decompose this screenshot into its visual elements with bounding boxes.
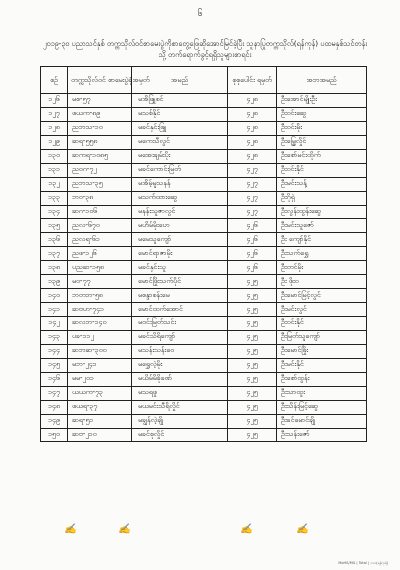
row-number: ၁၂၈ (41, 121, 68, 135)
total-score: ၄၂၇ (228, 191, 277, 205)
father-name: ဦးမြတ်သူကျော် (277, 330, 367, 344)
row-number: ၁၃၇ (41, 247, 68, 261)
exam-seat-number: ဆရ-၅၁ (68, 414, 132, 428)
exam-seat-number: ဆဗ-၂၁၀ (68, 428, 132, 442)
table-row (41, 330, 367, 344)
father-name: ဦးသိန်းမြင့်ဆွေ (277, 400, 367, 414)
row-number: ၁၃၀ (41, 149, 68, 163)
page-number: ၆ (197, 9, 203, 19)
total-score: ၄၂၅ (228, 289, 277, 303)
student-name: မဟိမ်မိုးဟေ (132, 219, 228, 233)
row-number: ၁၃၁ (41, 163, 68, 177)
student-name: မဝင်းမြတ်သင်း (132, 317, 228, 331)
student-name: မရွှေလဲ့မိုး (132, 358, 228, 372)
total-score: ၄၂၅ (228, 414, 277, 428)
exam-seat-number: ဖယက-၈၉ (68, 107, 132, 121)
total-score: ၄၂၅ (228, 358, 277, 372)
total-score: ၄၂၈ (228, 94, 277, 108)
student-name: မခင်နှင်းသူ (132, 261, 228, 275)
table-row (41, 303, 367, 317)
exam-seat-number: ပညဆ-၁၅၈ (68, 261, 132, 275)
father-name: ဦးစော်မင်းထိုက် (277, 149, 367, 163)
row-number: ၁၅၀ (41, 428, 68, 442)
row-number: ၁၃၉ (41, 275, 68, 289)
exam-seat-number: ညလရ-၆၁ (68, 233, 132, 247)
exam-seat-number: ဘတဘ-၅၈ (68, 289, 132, 303)
column-header: စဉ် (41, 67, 68, 94)
row-number: ၁၂၇ (41, 107, 68, 121)
row-number: ၁၄၁ (41, 303, 68, 317)
student-name: မခင်စုလှိုင် (132, 428, 228, 442)
father-name: ဦးသက်ရွှေ (277, 247, 367, 261)
father-name: ဦးဝင်းနိုင် (277, 163, 367, 177)
table-row (41, 428, 367, 442)
student-name: မမေသူကျော် (132, 233, 228, 247)
father-name: ဦးအောင်မျိုးဦး (277, 94, 367, 108)
table-row (41, 414, 367, 428)
total-score: ၄၂၅ (228, 317, 277, 331)
total-score: ၄၂၅ (228, 428, 277, 442)
father-name: ဦးစော်ထွန်း (277, 372, 367, 386)
column-header: တက္ကသိုလ်ဝင် စာမေးပွဲခုံအမှတ် (68, 67, 132, 94)
student-name: မခင်ကောင်းမြတ် (132, 163, 228, 177)
student-name: မောင်ဖြိုးသက်ပိုင် (132, 275, 228, 289)
father-name: ဦးမင်းသူဇော် (277, 219, 367, 233)
row-number: ၁၄၉ (41, 414, 68, 428)
exam-seat-number: ညလ-၆၇၀ (68, 219, 132, 233)
table-row (41, 177, 367, 191)
column-header: အဘအမည် (277, 67, 367, 94)
father-name: ဦး ဖိုးဝ (277, 275, 367, 289)
total-score: ၄၂၇ (228, 177, 277, 191)
total-score: ၄၂၅ (228, 344, 277, 358)
exam-seat-number: ညဝဂ-၇၂ (68, 163, 132, 177)
student-name: မခင်သိရိကျော် (132, 330, 228, 344)
exam-seat-number: မဝ-၇၇ (68, 275, 132, 289)
father-name: ဦးမင်းသန့် (277, 177, 367, 191)
row-number: ၁၄၀ (41, 289, 68, 303)
total-score: ၄၂၈ (228, 121, 277, 135)
table-row (41, 149, 367, 163)
table-row (41, 275, 367, 289)
student-name: မအိဖြူစင် (132, 94, 228, 108)
total-score: ၄၂၆ (228, 261, 277, 275)
table-row (41, 317, 367, 331)
table-row (41, 107, 367, 121)
exam-seat-number: ဆဂ-၁၀၆ (68, 205, 132, 219)
father-name: ဦးတင်မိုး (277, 261, 367, 275)
exam-seat-number: ယယက-၇၃ (68, 386, 132, 400)
row-number: ၁၃၃ (41, 191, 68, 205)
total-score: ၄၂၅ (228, 330, 277, 344)
total-score: ၄၂၅ (228, 400, 277, 414)
row-number: ၁၄၈ (41, 400, 68, 414)
table-row (41, 261, 367, 275)
table-row (41, 135, 367, 149)
row-number: ၁၃၈ (41, 261, 68, 275)
exam-seat-number: ဆကရ-၁၀၈၅ (68, 149, 132, 163)
total-score: ၄၂၅ (228, 386, 277, 400)
student-name: မောင်ရာဇာမိုး (132, 247, 228, 261)
student-name: မအေးချမ်းပိုး (132, 149, 228, 163)
total-score: ၄၂၅ (228, 372, 277, 386)
exam-seat-number: မမ-၂၀၁ (68, 372, 132, 386)
exam-seat-number: ညဘသ-၃၅ (68, 177, 132, 191)
row-number: ၁၃၆ (41, 233, 68, 247)
father-name: ဦးခင်မောင်ချို (277, 414, 367, 428)
father-name: ဦးဝင်းမိုး (277, 121, 367, 135)
exam-seat-number: ညဘသ-၁၀ (68, 121, 132, 135)
signature-3: ✍ (240, 524, 253, 535)
exam-seat-number: ဘဝ-၃၈ (68, 191, 132, 205)
student-name: မအိမ့်မူသနန် (132, 177, 228, 191)
father-name: ဦးဂိုရှဲ (277, 191, 367, 205)
exam-seat-number: ဆဗဟ-၇၄၁ (68, 303, 132, 317)
father-name: ဦးဝင်းဆွေ (277, 107, 367, 121)
student-name: မောင်ထက်အောင် (132, 303, 228, 317)
father-name: ဦးမင်းနိုင် (277, 358, 367, 372)
table-row (41, 94, 367, 108)
student-name: မကေသီလွင် (132, 135, 228, 149)
father-name: ဦးမြွှေလှိုင် (277, 135, 367, 149)
total-score: ၄၂၇ (228, 205, 277, 219)
signature-2: ✍ (118, 524, 131, 535)
row-number: ၁၂၆ (41, 94, 68, 108)
total-score: ၄၂၅ (228, 275, 277, 289)
table-row (41, 247, 367, 261)
father-name: ဦးမောင်ဖြိုး (277, 344, 367, 358)
table-row (41, 121, 367, 135)
table-row (41, 400, 367, 414)
document-title: ၂၀၁၉-၃၀ ပညာသင်နှစ် တက္ကသိုလ်ဝင်စာမေးပွဲကိုစာတွေ့ဖြေဆိုအောင်မြင်ခဲ့ပြီး သူနာပြုတက္ကသိုလ်(ရန်ကုန်) ပထမနှစ်သင်တန်းသို့ တက်ရောက်ခွင့်ရရှိသူများစာရင်း (42, 39, 368, 59)
total-score: ၄၂၇ (228, 163, 277, 177)
table-row (41, 191, 367, 205)
row-number: ၁၄၇ (41, 386, 68, 400)
table-row (41, 344, 367, 358)
table-header-row (41, 67, 367, 94)
table-row (41, 372, 367, 386)
row-number: ၁၄၅ (41, 358, 68, 372)
row-number: ၁၃၂ (41, 177, 68, 191)
exam-seat-number: ဖယရ-၃၇ (68, 400, 132, 414)
table-row (41, 358, 367, 372)
exam-seat-number: ဆဘဆ-၃၀၀ (68, 344, 132, 358)
row-number: ၁၂၉ (41, 135, 68, 149)
exam-seat-number: ပခ-၁၁၂ (68, 330, 132, 344)
table-row (41, 219, 367, 233)
student-name: မချွန်လဲ့ချို (132, 414, 228, 428)
father-name: ဦးဝင်းနိုင် (277, 317, 367, 331)
student-name: မယမင်းသီရိလှိုင် (132, 400, 228, 414)
total-score: ၄၂၈ (228, 107, 277, 121)
signature-4: ✍ (296, 524, 309, 535)
father-name: ဦးမောင်မြင့်လွင် (277, 289, 367, 303)
student-name: မသန်းသန်းဝေ (132, 344, 228, 358)
table-row (41, 163, 367, 177)
father-name: ဦးမင်းလွင် (277, 303, 367, 317)
father-name: ဦးသန်းဇော် (277, 428, 367, 442)
row-number: ၁၄၆ (41, 372, 68, 386)
table-row (41, 205, 367, 219)
signature-1: ✍ (64, 524, 77, 535)
father-name: ဦး ကျော်နိုင် (277, 233, 367, 247)
student-name: မယိမ်မိခိုခဏ် (132, 372, 228, 386)
student-name: မသစ်နိုင် (132, 107, 228, 121)
father-name: ဦးသာထူး (277, 386, 367, 400)
exam-seat-number: မဘ-၂၄၁ (68, 358, 132, 372)
results-table (40, 66, 367, 442)
table-row (41, 233, 367, 247)
column-header: အမည် (132, 67, 228, 94)
total-score: ၄၂၆ (228, 247, 277, 261)
exam-seat-number: မစ-၅၇ (68, 94, 132, 108)
row-number: ၁၄၂ (41, 317, 68, 331)
student-name: မသရဖူ (132, 386, 228, 400)
exam-seat-number: ညဖ-၁၂၆ (68, 247, 132, 261)
table-row (41, 289, 367, 303)
total-score: ၄၂၆ (228, 219, 277, 233)
total-score: ၄၂၈ (228, 149, 277, 163)
student-name: မသက်ထားဆွေ (132, 191, 228, 205)
row-number: ၁၃၄ (41, 205, 68, 219)
row-number: ၁၄၃ (41, 330, 68, 344)
student-name: မစန္ဒာစန်းမေ (132, 289, 228, 303)
row-number: ၁၄၄ (41, 344, 68, 358)
total-score: ၄၂၈ (228, 135, 277, 149)
table-row (41, 386, 367, 400)
father-name: ဦးလွန်းထွန်းဆွေ (277, 205, 367, 219)
exam-seat-number: ဆလဘ-၁၄၀ (68, 317, 132, 331)
student-name: မခင်နှင်းဖြူ (132, 121, 228, 135)
page-footer: MoHS/MG | Total | ၁၁၀(ရန်ကုန်) (338, 561, 388, 565)
row-number: ၁၃၅ (41, 219, 68, 233)
exam-seat-number: ဆရ-၅၅၈ (68, 135, 132, 149)
total-score: ၄၂၅ (228, 303, 277, 317)
student-name: မနန်းသူဇာလွင် (132, 205, 228, 219)
column-header: စုစုပေါင်း ရမှတ် (228, 67, 277, 94)
total-score: ၄၂၆ (228, 233, 277, 247)
